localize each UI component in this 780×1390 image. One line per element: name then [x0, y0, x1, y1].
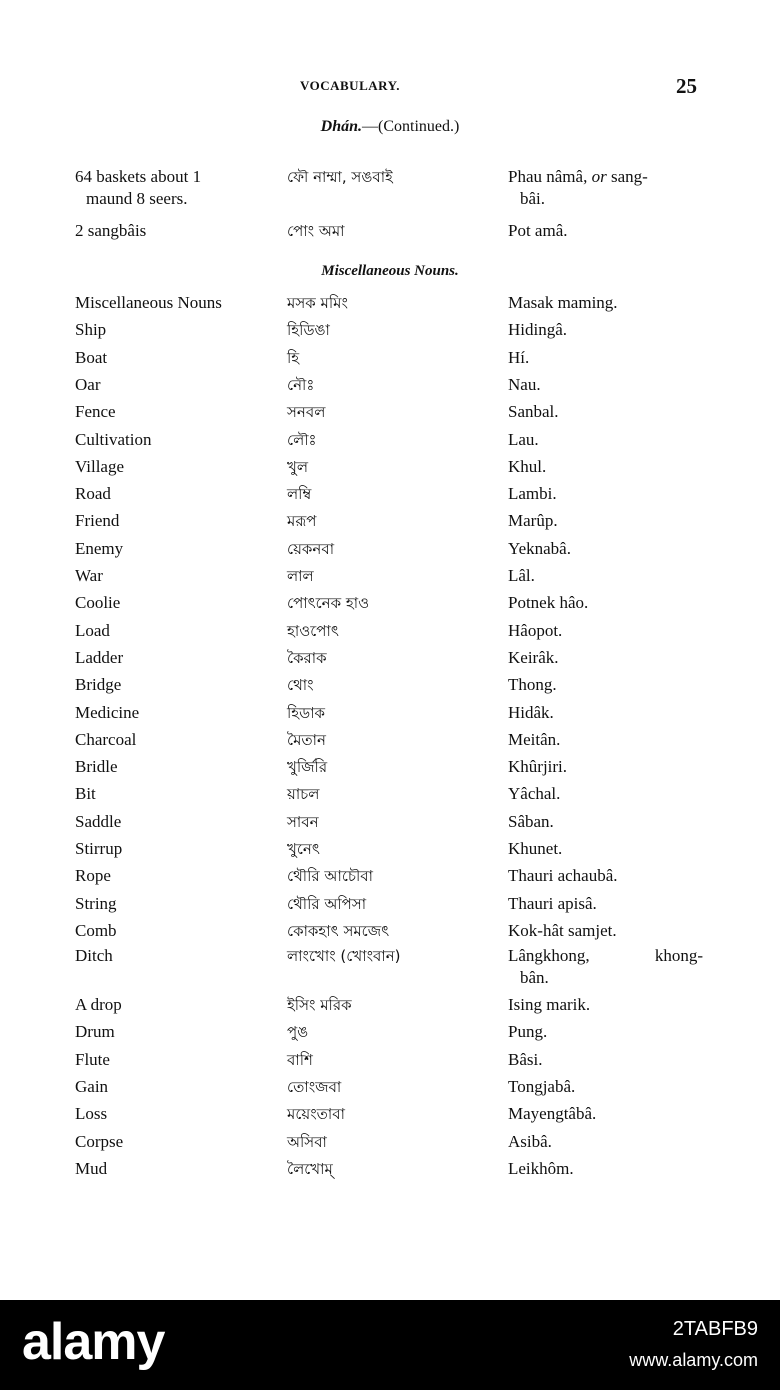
- manipuri-script: ময়েংতাবা: [287, 1105, 345, 1124]
- english-term-line2: maund 8 seers.: [86, 189, 188, 208]
- manipuri-script: খুর্জিরি: [287, 758, 328, 777]
- transliteration: Potnek hâo.: [508, 593, 589, 613]
- transliteration: Thong.: [508, 675, 557, 695]
- transliteration: [508, 945, 703, 989]
- transliteration: Khunet.: [508, 839, 563, 858]
- manipuri-script: খুনেৎ: [287, 840, 320, 858]
- transliteration: Masak maming.: [508, 293, 618, 312]
- manipuri-script: থৌরি অপিসা: [287, 894, 367, 913]
- manipuri-script: মসক মমিং: [287, 294, 348, 312]
- manipuri-script: বাশি: [287, 1050, 313, 1069]
- transliteration: Hí.: [508, 347, 530, 367]
- english-term: Boat: [75, 347, 108, 367]
- english-term: Stirrup: [75, 839, 123, 858]
- english-term: Bridge: [75, 675, 122, 695]
- english-term: Loss: [75, 1104, 108, 1124]
- transliteration: Mayengtâbâ.: [508, 1104, 597, 1124]
- running-head: [0, 74, 780, 98]
- english-term: A drop: [75, 995, 122, 1014]
- english-term: Coolie: [75, 593, 121, 613]
- english-term: Charcoal: [75, 729, 137, 749]
- english-term: 2 sangbâis: [75, 221, 147, 240]
- transliteration: Leikhôm.: [508, 1158, 574, 1178]
- transliteration: Khûrjiri.: [508, 757, 568, 777]
- transliteration: Hidingâ.: [508, 320, 568, 340]
- manipuri-script: হিডাক: [287, 703, 326, 722]
- transliteration-part: Phau nâmâ,: [508, 167, 592, 186]
- english-term: Rope: [75, 866, 111, 886]
- transliteration: Nau.: [508, 374, 541, 394]
- manipuri-script: লৈখোম্: [287, 1159, 333, 1178]
- manipuri-script: পোং অমা: [287, 222, 345, 240]
- transliteration-part: sang-: [606, 167, 648, 186]
- manipuri-script: য়াচল: [287, 785, 320, 804]
- transliteration: Hidâk.: [508, 702, 554, 722]
- transliteration: Lambi.: [508, 484, 557, 504]
- transliteration: Ising marik.: [508, 995, 591, 1014]
- transliteration: Lau.: [508, 429, 539, 449]
- transliteration-part: Lângkhong,: [508, 946, 590, 965]
- transliteration: Hâopot.: [508, 620, 563, 640]
- english-term: Corpse: [75, 1131, 124, 1151]
- manipuri-script: সনবল: [287, 403, 326, 422]
- transliteration: Kok-hât samjet.: [508, 920, 617, 940]
- manipuri-script: নৌঃ: [287, 375, 315, 394]
- manipuri-script: থোং: [287, 676, 314, 695]
- transliteration: Thauri achaubâ.: [508, 866, 618, 886]
- transliteration: [508, 166, 703, 210]
- transliteration: Asibâ.: [508, 1131, 552, 1151]
- page-number: 25: [676, 74, 697, 98]
- manipuri-script: হাওপোৎ: [287, 621, 339, 640]
- manipuri-script: খুল: [287, 457, 309, 476]
- manipuri-script: ইসিং মরিক: [287, 996, 352, 1014]
- manipuri-script: তোংজবা: [287, 1077, 342, 1096]
- english-term: Gain: [75, 1076, 109, 1096]
- english-term: Cultivation: [75, 429, 152, 449]
- english-term: Drum: [75, 1022, 115, 1042]
- english-term: Friend: [75, 511, 120, 531]
- manipuri-script: হি: [287, 348, 300, 367]
- english-term: Enemy: [75, 538, 124, 558]
- english-term: War: [75, 566, 103, 585]
- english-term: Miscellaneous Nouns: [75, 293, 222, 312]
- transliteration: Bâsi.: [508, 1049, 543, 1069]
- transliteration: Tongjabâ.: [508, 1076, 576, 1096]
- manipuri-script: কোকহাৎ সমজেৎ: [287, 921, 390, 940]
- manipuri-script: পুঙ: [287, 1023, 309, 1042]
- english-term: Bit: [75, 784, 96, 804]
- transliteration: Thauri apisâ.: [508, 893, 597, 913]
- english-term: Ship: [75, 320, 107, 340]
- english-term: Mud: [75, 1158, 108, 1178]
- alamy-logo: alamy: [22, 1313, 165, 1371]
- english-term: Ladder: [75, 647, 124, 667]
- english-term: Ditch: [75, 946, 113, 965]
- transliteration: Lâl.: [508, 566, 535, 585]
- manipuri-script: মৈতান: [287, 730, 326, 749]
- english-term: Medicine: [75, 702, 140, 722]
- running-title: VOCABULARY.: [300, 78, 401, 93]
- manipuri-script: ফৌ নাম্মা, সঙবাই: [287, 168, 393, 186]
- transliteration: Khul.: [508, 456, 547, 476]
- transliteration: Meitân.: [508, 729, 561, 749]
- section-title-suffix: —(Continued.): [362, 118, 460, 135]
- manipuri-script: থৌরি আচৌবা: [287, 867, 374, 886]
- transliteration-or: or: [591, 167, 607, 186]
- english-term: Comb: [75, 920, 117, 940]
- manipuri-script: লৌঃ: [287, 430, 317, 449]
- english-term: String: [75, 893, 117, 913]
- manipuri-script: হিডিঙা: [287, 321, 330, 340]
- english-term: Load: [75, 620, 110, 640]
- manipuri-script: অসিবা: [287, 1132, 327, 1151]
- site-url: www.alamy.com: [629, 1350, 758, 1370]
- english-term: Oar: [75, 374, 101, 394]
- manipuri-script: লম্বি: [287, 485, 312, 504]
- manipuri-script: য়েকনবা: [287, 539, 335, 558]
- transliteration: Yâchal.: [508, 784, 561, 804]
- watermark-banner: [0, 1300, 780, 1390]
- english-term: Flute: [75, 1049, 110, 1069]
- transliteration: Pot amâ.: [508, 221, 568, 240]
- english-term: [75, 166, 275, 210]
- english-term: Village: [75, 456, 125, 476]
- english-term: Road: [75, 484, 111, 504]
- english-term: Fence: [75, 402, 116, 422]
- english-term-line1: 64 baskets about 1: [75, 167, 202, 186]
- transliteration: Keirâk.: [508, 647, 559, 667]
- transliteration: Marûp.: [508, 511, 558, 531]
- english-term: Saddle: [75, 811, 122, 831]
- transliteration-cont: bâi.: [520, 189, 546, 208]
- manipuri-script: লাংখোং (খোংবান): [287, 947, 401, 965]
- section-heading: [0, 118, 780, 136]
- image-id: 2TABFB9: [672, 1318, 758, 1340]
- transliteration-cont: bân.: [520, 968, 549, 987]
- manipuri-script: মরূপ: [287, 512, 317, 531]
- section-title: Dhán.: [320, 118, 363, 135]
- manipuri-script: সাবন: [287, 812, 319, 831]
- transliteration: Sanbal.: [508, 402, 559, 422]
- manipuri-script: কৈরাক: [287, 648, 327, 667]
- manipuri-script: লাল: [287, 567, 314, 585]
- manipuri-script: পোৎনেক হাও: [287, 594, 370, 613]
- subheading: Miscellaneous Nouns.: [321, 263, 459, 279]
- transliteration: Pung.: [508, 1022, 548, 1042]
- transliteration: Sâban.: [508, 811, 554, 831]
- transliteration-part: khong-: [654, 946, 703, 965]
- english-term: Bridle: [75, 757, 118, 777]
- transliteration: Yeknabâ.: [508, 538, 571, 558]
- transliteration-line1: [508, 945, 703, 967]
